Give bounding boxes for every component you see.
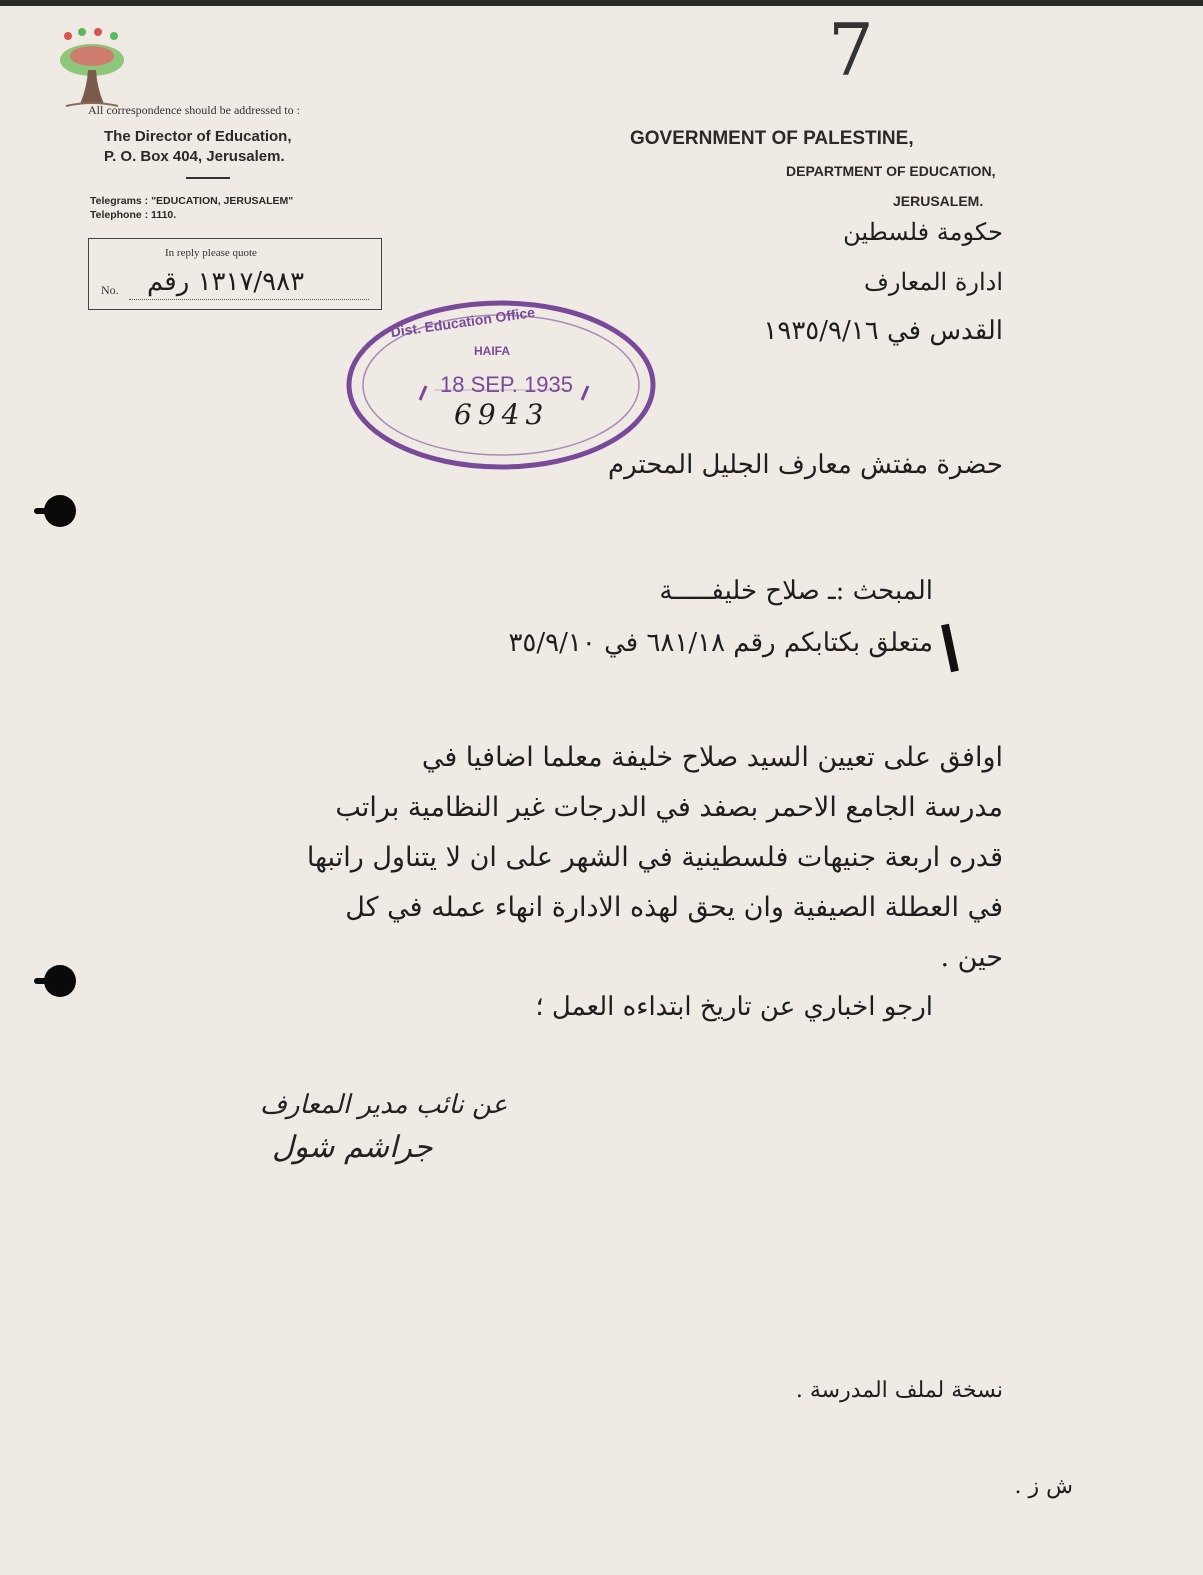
divider [186, 177, 230, 179]
correspondence-note: All correspondence should be addressed to : [88, 103, 300, 117]
city-title: JERUSALEM. [893, 193, 984, 209]
no-label: No. [101, 283, 119, 297]
body-line: حين . [940, 942, 1003, 973]
reference-number: ١٣١٧/٩٨٣ رقم [147, 267, 305, 297]
stamp-city: HAIFA [474, 344, 510, 358]
page-number-mark: 7 [828, 8, 874, 92]
copy-note: نسخة لملف المدرسة . [795, 1378, 1003, 1403]
addressee-line-1: The Director of Education, [104, 128, 292, 145]
body-line: قدره اربعة جنيهات فلسطينية في الشهر على ان لا يتناول راتبها [306, 842, 1003, 873]
punch-hole-top [44, 495, 76, 527]
signature-on-behalf: عن نائب مدير المعارف [260, 1090, 508, 1120]
addressee: حضرة مفتش معارف الجليل المحترم [608, 450, 1003, 480]
margin-mark [941, 624, 959, 673]
signature-name: جراشم شول [272, 1130, 433, 1165]
received-stamp [342, 296, 660, 474]
top-edge-line [0, 0, 1203, 6]
dotted-line [129, 299, 369, 301]
punch-hole-bottom [44, 965, 76, 997]
telephone: Telephone : 1110. [90, 209, 177, 221]
stamp-arc-text: Dist. Education Office [389, 303, 536, 341]
initials: ش ز . [1014, 1474, 1073, 1499]
subject-line-2: متعلق بكتابكم رقم ٦٨١/١٨ في ٣٥/٩/١٠ [508, 628, 933, 658]
body-line: مدرسة الجامع الاحمر بصفد في الدرجات غير النظامية براتب [335, 792, 1003, 823]
addressee-line-2: P. O. Box 404, Jerusalem. [104, 148, 285, 165]
reply-reference-box [88, 238, 382, 310]
stamp-date: 18 SEP. 1935 [440, 372, 573, 397]
department-title: DEPARTMENT OF EDUCATION, [786, 163, 996, 179]
reply-label: In reply please quote [165, 247, 257, 259]
stamp-number: 6943 [454, 398, 550, 431]
body-line: في العطلة الصيفية وان يحق لهذه الادارة انهاء عمله في كل [345, 892, 1003, 923]
date-line: القدس في ١٩٣٥/٩/١٦ [763, 316, 1003, 346]
department-title-ar: ادارة المعارف [863, 268, 1003, 296]
subject-line-1: المبحث :ـ صلاح خليفـــــة [659, 576, 933, 606]
closing-request: ارجو اخباري عن تاريخ ابتداءه العمل ؛ [535, 992, 933, 1022]
government-title: GOVERNMENT OF PALESTINE, [630, 128, 914, 149]
telegrams: Telegrams : "EDUCATION, JERUSALEM" [90, 195, 294, 207]
body-line: اوافق على تعيين السيد صلاح خليفة معلما اضافيا في [421, 742, 1003, 773]
government-title-ar: حكومة فلسطين [843, 218, 1003, 246]
